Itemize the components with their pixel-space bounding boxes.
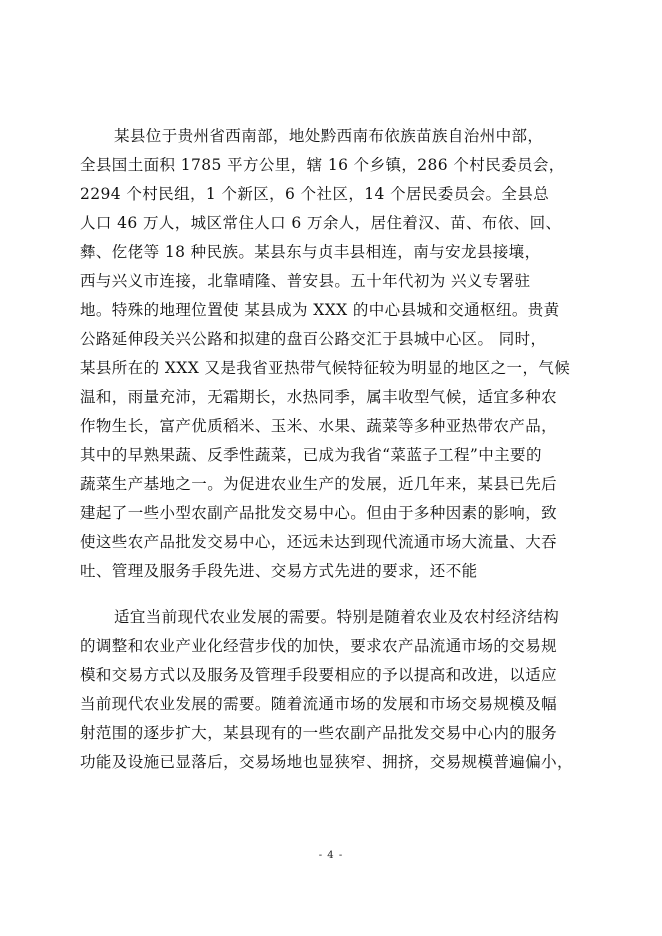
paragraph-spacer	[80, 586, 590, 603]
text-line: 蔬菜生产基地之一。为促进农业生产的发展，近几年来，某县已先后	[80, 475, 558, 493]
document-body	[80, 122, 590, 777]
text-line: 的调整和农业产业化经营步伐的加快，要求农产品流通市场的交易规	[80, 637, 558, 655]
text-line: 某县位于贵州省西南部，地处黔西南布依族苗族自治州中部，	[114, 127, 544, 145]
text-line: 2294 个村民组，1 个新区，6 个社区，14 个居民委员会。全县总	[80, 185, 550, 203]
paragraph-1	[80, 122, 590, 586]
text-line: 吐、管理及服务手段先进、交易方式先进的要求，还不能	[80, 562, 478, 580]
text-line: 其中的早熟果蔬、反季性蔬菜，已成为我省“菜蓝子工程”中主要的	[80, 446, 542, 464]
text-line: 射范围的逐步扩大，某县现有的一些农副产品批发交易中心内的服务	[80, 724, 558, 742]
text-line: 作物生长，富产优质稻米、玉米、水果、蔬菜等多种亚热带农产品，	[80, 417, 558, 435]
page-number: - 4 -	[318, 850, 344, 861]
text-line: 人口 46 万人，城区常住人口 6 万余人，居住着汉、苗、布依、回、	[80, 214, 562, 232]
text-line: 适宜当前现代农业发展的需要。特别是随着农业及农村经济结构	[114, 608, 560, 626]
text-line: 功能及设施已显落后，交易场地也显狭窄、拥挤，交易规模普遍偏小，	[80, 753, 573, 771]
text-line: 全县国土面积 1785 平方公里，辖 16 个乡镇，286 个村民委员会，	[80, 156, 565, 174]
text-line: 地。特殊的地理位置使 某县成为 XXX 的中心县城和交通枢纽。贵黄	[80, 301, 560, 319]
text-line: 西与兴义市连接，北靠晴隆、普安县。五十年代初为 兴义专署驻	[80, 272, 531, 290]
text-line: 建起了一些小型农副产品批发交易中心。但由于多种因素的影响，致	[80, 504, 558, 522]
text-line: 模和交易方式以及服务及管理手段要相应的予以提高和改进，以适应	[80, 666, 558, 684]
text-line: 公路延伸段关兴公路和拟建的盘百公路交汇于县城中心区。 同时，	[80, 330, 547, 348]
paragraph-2	[80, 603, 590, 777]
text-line: 彝、仡佬等 18 种民族。某县东与贞丰县相连，南与安龙县接壤，	[80, 243, 541, 261]
text-line: 温和，雨量充沛，无霜期长，水热同季，属丰收型气候，适宜多种农	[80, 388, 558, 406]
text-line: 当前现代农业发展的需要。随着流通市场的发展和市场交易规模及幅	[80, 695, 558, 713]
text-line: 某县所在的 XXX 又是我省亚热带气候特征较为明显的地区之一，气候	[80, 359, 571, 377]
text-line: 使这些农产品批发交易中心，还远未达到现代流通市场大流量、大吞	[80, 533, 558, 551]
